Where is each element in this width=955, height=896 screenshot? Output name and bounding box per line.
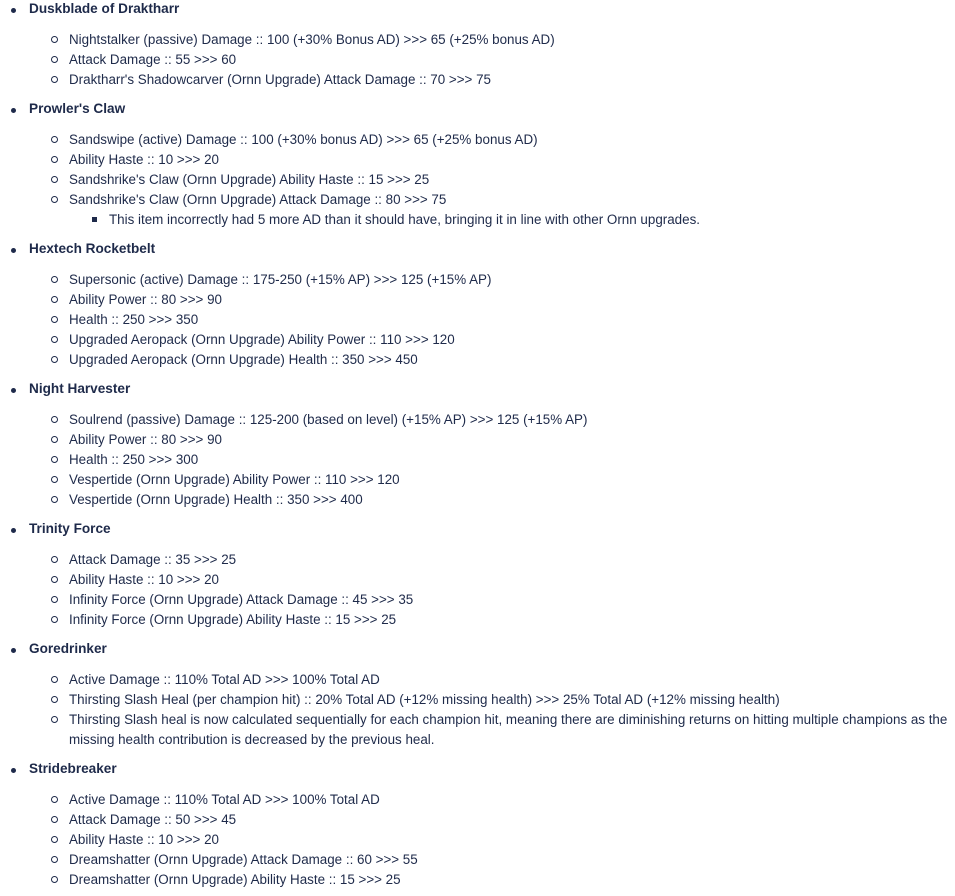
change-text: Health :: 250 >>> 350 — [69, 312, 199, 327]
change-text: Sandshrike's Claw (Ornn Upgrade) Attack Damage :: 80 >>> 75 — [69, 192, 447, 207]
change-text: Infinity Force (Ornn Upgrade) Ability Haste :: 15 >>> 25 — [69, 612, 397, 627]
bullet-circle-icon — [51, 436, 58, 443]
item-section — [0, 760, 955, 890]
change-text: Vespertide (Ornn Upgrade) Ability Power :: 110 >>> 120 — [69, 472, 400, 487]
change-text: Ability Haste :: 10 >>> 20 — [69, 572, 219, 587]
bullet-circle-icon — [51, 296, 58, 303]
change-item — [0, 670, 955, 690]
change-item — [0, 550, 955, 570]
bullet-circle-icon — [51, 816, 58, 823]
change-item — [0, 470, 955, 490]
change-text: Dreamshatter (Ornn Upgrade) Attack Damage :: 60 >>> 55 — [69, 852, 418, 867]
change-item — [0, 430, 955, 450]
item-section — [0, 0, 955, 90]
change-item — [0, 290, 955, 310]
change-item — [0, 190, 955, 210]
bullet-circle-icon — [51, 556, 58, 563]
item-title-row — [0, 240, 955, 260]
item-section — [0, 240, 955, 370]
bullet-disc-icon — [11, 528, 16, 533]
bullet-circle-icon — [51, 196, 58, 203]
bullet-circle-icon — [51, 856, 58, 863]
bullet-circle-icon — [51, 276, 58, 283]
change-item — [0, 610, 955, 630]
change-text: Ability Power :: 80 >>> 90 — [69, 432, 222, 447]
item-section — [0, 100, 955, 230]
bullet-circle-icon — [51, 356, 58, 363]
bullet-disc-icon — [11, 768, 16, 773]
change-item — [0, 50, 955, 70]
bullet-disc-icon — [11, 108, 16, 113]
bullet-circle-icon — [51, 576, 58, 583]
change-text: Active Damage :: 110% Total AD >>> 100% Total AD — [69, 792, 380, 807]
change-list — [0, 670, 955, 750]
item-title-row — [0, 640, 955, 660]
bullet-circle-icon — [51, 416, 58, 423]
bullet-circle-icon — [51, 716, 58, 723]
change-list — [0, 550, 955, 630]
change-note-text: This item incorrectly had 5 more AD than it should have, bringing it in line with other Ornn upgrades. — [109, 212, 700, 227]
change-item — [0, 150, 955, 170]
bullet-circle-icon — [51, 596, 58, 603]
change-text: Infinity Force (Ornn Upgrade) Attack Damage :: 45 >>> 35 — [69, 592, 414, 607]
change-text: Thirsting Slash Heal (per champion hit) :: 20% Total AD (+12% missing health) >>> 25% Total AD (+12% missing health) — [69, 692, 780, 707]
change-text: Attack Damage :: 35 >>> 25 — [69, 552, 237, 567]
item-title: Duskblade of Draktharr — [29, 1, 180, 16]
item-title: Stridebreaker — [29, 761, 117, 776]
change-item — [0, 870, 955, 890]
change-text: Draktharr's Shadowcarver (Ornn Upgrade) Attack Damage :: 70 >>> 75 — [69, 72, 491, 87]
change-text: Dreamshatter (Ornn Upgrade) Ability Haste :: 15 >>> 25 — [69, 872, 401, 887]
change-list — [0, 270, 955, 370]
bullet-circle-icon — [51, 316, 58, 323]
change-text: Ability Power :: 80 >>> 90 — [69, 292, 222, 307]
change-item — [0, 790, 955, 810]
change-list — [0, 410, 955, 510]
change-item — [0, 310, 955, 330]
change-list — [0, 130, 955, 230]
bullet-circle-icon — [51, 76, 58, 83]
item-title: Goredrinker — [29, 641, 107, 656]
change-text: Nightstalker (passive) Damage :: 100 (+30% Bonus AD) >>> 65 (+25% bonus AD) — [69, 32, 555, 47]
change-item — [0, 270, 955, 290]
change-item — [0, 690, 955, 710]
bullet-circle-icon — [51, 616, 58, 623]
bullet-circle-icon — [51, 696, 58, 703]
bullet-circle-icon — [51, 136, 58, 143]
bullet-circle-icon — [51, 476, 58, 483]
bullet-disc-icon — [11, 8, 16, 13]
change-item — [0, 130, 955, 150]
item-section — [0, 380, 955, 510]
change-text: Upgraded Aeropack (Ornn Upgrade) Ability Power :: 110 >>> 120 — [69, 332, 455, 347]
change-text: Thirsting Slash heal is now calculated sequentially for each champion hit, meaning there are diminishing returns on hitting multiple champions as the missing health contribution is decreased by the previous heal. — [69, 712, 948, 747]
change-text: Supersonic (active) Damage :: 175-250 (+15% AP) >>> 125 (+15% AP) — [69, 272, 492, 287]
item-section — [0, 520, 955, 630]
change-text: Health :: 250 >>> 300 — [69, 452, 199, 467]
change-item — [0, 830, 955, 850]
change-item — [0, 810, 955, 830]
change-text: Sandswipe (active) Damage :: 100 (+30% bonus AD) >>> 65 (+25% bonus AD) — [69, 132, 538, 147]
item-title-row — [0, 380, 955, 400]
change-text: Ability Haste :: 10 >>> 20 — [69, 832, 219, 847]
bullet-circle-icon — [51, 876, 58, 883]
change-item — [0, 30, 955, 50]
change-item — [0, 590, 955, 610]
change-text: Active Damage :: 110% Total AD >>> 100% Total AD — [69, 672, 380, 687]
change-note — [0, 210, 955, 230]
change-text: Attack Damage :: 50 >>> 45 — [69, 812, 237, 827]
item-title-row — [0, 0, 955, 20]
change-item — [0, 710, 955, 750]
change-item — [0, 410, 955, 430]
change-item — [0, 350, 955, 370]
change-item — [0, 330, 955, 350]
change-text: Upgraded Aeropack (Ornn Upgrade) Health :: 350 >>> 450 — [69, 352, 418, 367]
change-text: Vespertide (Ornn Upgrade) Health :: 350 >>> 400 — [69, 492, 363, 507]
change-item — [0, 450, 955, 470]
bullet-circle-icon — [51, 456, 58, 463]
bullet-circle-icon — [51, 836, 58, 843]
bullet-disc-icon — [11, 648, 16, 653]
bullet-disc-icon — [11, 248, 16, 253]
item-title: Trinity Force — [29, 521, 111, 536]
bullet-circle-icon — [51, 36, 58, 43]
bullet-disc-icon — [11, 388, 16, 393]
bullet-circle-icon — [51, 156, 58, 163]
item-title: Hextech Rocketbelt — [29, 241, 156, 256]
change-item — [0, 490, 955, 510]
item-title: Prowler's Claw — [29, 101, 126, 116]
change-text: Ability Haste :: 10 >>> 20 — [69, 152, 219, 167]
bullet-square-icon — [92, 217, 97, 222]
change-text: Attack Damage :: 55 >>> 60 — [69, 52, 237, 67]
item-title-row — [0, 520, 955, 540]
change-item — [0, 850, 955, 870]
change-text: Sandshrike's Claw (Ornn Upgrade) Ability Haste :: 15 >>> 25 — [69, 172, 430, 187]
change-item — [0, 170, 955, 190]
item-title-row — [0, 100, 955, 120]
bullet-circle-icon — [51, 176, 58, 183]
change-text: Soulrend (passive) Damage :: 125-200 (based on level) (+15% AP) >>> 125 (+15% AP) — [69, 412, 588, 427]
bullet-circle-icon — [51, 496, 58, 503]
change-list — [0, 790, 955, 890]
item-section — [0, 640, 955, 750]
item-title: Night Harvester — [29, 381, 131, 396]
bullet-circle-icon — [51, 676, 58, 683]
bullet-circle-icon — [51, 336, 58, 343]
change-item — [0, 70, 955, 90]
change-item — [0, 570, 955, 590]
bullet-circle-icon — [51, 56, 58, 63]
bullet-circle-icon — [51, 796, 58, 803]
item-title-row — [0, 760, 955, 780]
change-list — [0, 30, 955, 90]
